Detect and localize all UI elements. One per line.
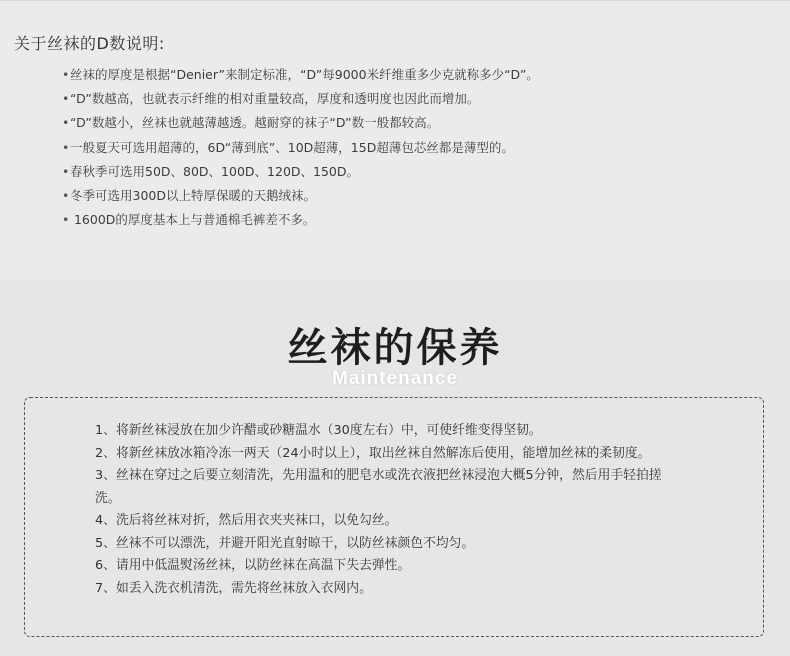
list-item: 4、洗后将丝袜对折，然后用衣夹夹袜口，以免勾丝。 xyxy=(95,513,398,528)
bullet-icon: • xyxy=(62,188,70,204)
list-item: •丝袜的厚度是根据“Denier”来制定标准，“D”每9000米纤维重多少克就称多少“D”。 xyxy=(62,63,539,87)
care-section xyxy=(0,280,790,656)
list-item: 5、丝袜不可以漂洗，并避开阳光直射晾干，以防丝袜颜色不均匀。 xyxy=(95,535,475,551)
denier-info-title: 关于丝袜的D数说明: xyxy=(14,34,165,53)
list-item: 2、将新丝袜放冰箱冷冻一两天（24小时以上），取出丝袜自然解冻后使用，能增加丝袜的柔韧度。 xyxy=(95,445,651,461)
list-item: • 1600D的厚度基本上与普通棉毛裤差不多。 xyxy=(62,208,539,232)
denier-info-section xyxy=(0,0,790,281)
bullet-icon: • xyxy=(62,139,70,155)
bullet-icon: • xyxy=(62,163,70,179)
care-subtitle: Maintenance xyxy=(331,368,459,389)
list-item: •春秋季可选用50D、80D、100D、120D、150D。 xyxy=(62,160,539,184)
bullet-icon: • xyxy=(62,67,70,82)
care-instructions-box xyxy=(24,397,764,637)
care-instructions-list xyxy=(95,420,665,600)
care-title: 丝袜的保养 xyxy=(287,325,503,371)
denier-info-list xyxy=(62,63,539,232)
bullet-icon: • xyxy=(62,212,70,228)
bullet-icon: • xyxy=(62,91,70,107)
list-item: 3、丝袜在穿过之后要立刻清洗，先用温和的肥皂水或洗衣液把丝袜浸泡大概5分钟，然后用手轻拍搓洗。 xyxy=(95,468,662,506)
bullet-icon: • xyxy=(62,115,70,131)
list-item: 7、如丢入洗衣机清洗，需先将丝袜放入衣网内。 xyxy=(95,580,372,596)
list-item: 1、将新丝袜浸放在加少许醋或砂糖温水（30度左右）中，可使纤维变得坚韧。 xyxy=(95,423,542,438)
list-item: 6、请用中低温熨汤丝袜，以防丝袜在高温下失去弹性。 xyxy=(95,558,411,573)
list-item: •“D”数越小，丝袜也就越薄越透。越耐穿的袜子“D”数一般都较高。 xyxy=(62,111,539,135)
list-item: •一般夏天可选用超薄的，6D“薄到底”、10D超薄，15D超薄包芯丝都是薄型的。 xyxy=(62,136,539,160)
list-item: •“D”数越高，也就表示纤维的相对重量较高，厚度和透明度也因此而增加。 xyxy=(62,87,539,111)
list-item: •冬季可选用300D以上特厚保暖的天鹅绒袜。 xyxy=(62,184,539,208)
